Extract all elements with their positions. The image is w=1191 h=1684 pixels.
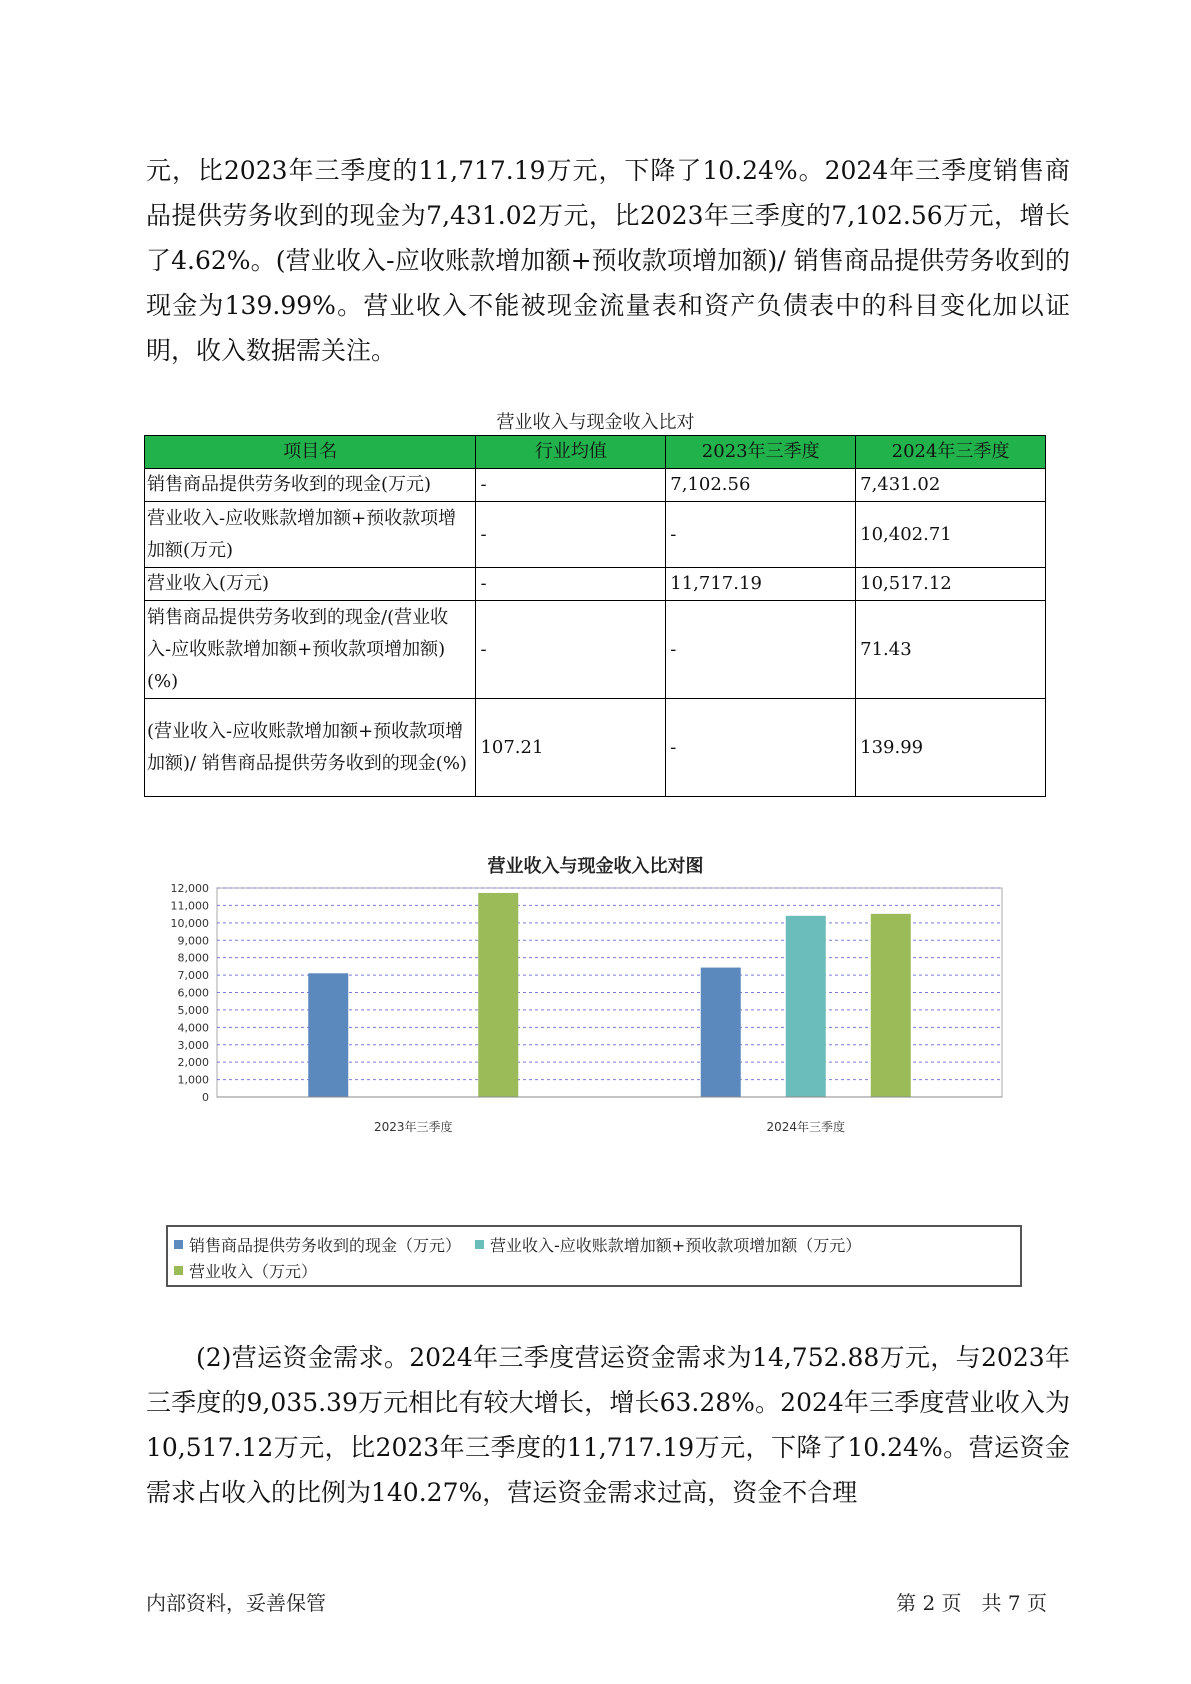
table-cell-name: 营业收入(万元) (145, 568, 476, 601)
table-cell: - (666, 601, 856, 699)
table-cell: - (476, 502, 666, 568)
legend-swatch (174, 1266, 183, 1275)
table-cell-name: (营业收入-应收账款增加额+预收款项增加额)/ 销售商品提供劳务收到的现金(%) (145, 699, 476, 797)
legend-swatch (475, 1240, 484, 1249)
table-cell-name: 销售商品提供劳务收到的现金/(营业收入-应收账款增加额+预收款项增加额)(%) (145, 601, 476, 699)
y-tick-label: 5,000 (177, 1003, 209, 1017)
table-cell: 71.43 (856, 601, 1046, 699)
y-tick-label: 4,000 (177, 1021, 209, 1035)
legend-label: 销售商品提供劳务收到的现金（万元） (189, 1235, 462, 1255)
y-tick-label: 2,000 (177, 1056, 209, 1070)
table-header-cell: 2024年三季度 (856, 436, 1046, 469)
table-header-cell: 项目名 (145, 436, 476, 469)
table-title: 营业收入与现金收入比对 (496, 412, 695, 433)
footer-note: 内部资料，妥善保管 (146, 1591, 326, 1615)
y-tick-label: 7,000 (177, 969, 209, 983)
y-tick-label: 3,000 (177, 1038, 209, 1052)
bar (478, 893, 518, 1097)
legend-swatch (174, 1240, 183, 1249)
table-cell: 10,402.71 (856, 502, 1046, 568)
table-cell: - (476, 601, 666, 699)
table-cell: - (476, 568, 666, 601)
y-tick-label: 8,000 (177, 951, 209, 965)
body-paragraph-2: (2)营运资金需求。2024年三季度营运资金需求为14,752.88万元，与2023年三季度的9,035.39万元相比有较大增长，增长63.28%。2024年三季度营业收入为10,517.12万元，比2023年三季度的11,717.19万元，下降了10.24%。营运资金需求占收入的比例为140.27%，营运资金需求过高，资金不合理 (146, 1343, 1070, 1507)
table-cell: 11,717.19 (666, 568, 856, 601)
bar-chart (140, 880, 1020, 1220)
bar (786, 916, 826, 1097)
table-cell: 7,431.02 (856, 469, 1046, 502)
y-tick-label: 0 (202, 1091, 209, 1104)
table-row (145, 502, 1046, 568)
bar (871, 914, 911, 1097)
table-cell: 7,102.56 (666, 469, 856, 502)
x-tick-label: 2024年三季度 (766, 1120, 846, 1134)
y-tick-label: 1,000 (177, 1073, 209, 1087)
comparison-table (144, 435, 1046, 797)
table-row (145, 601, 1046, 699)
bar (308, 973, 348, 1097)
table-cell: - (666, 699, 856, 797)
table-cell: 10,517.12 (856, 568, 1046, 601)
table-header-cell: 2023年三季度 (666, 436, 856, 469)
table-cell-name: 销售商品提供劳务收到的现金(万元) (145, 469, 476, 502)
legend-item (475, 1231, 861, 1257)
chart-legend (166, 1225, 1022, 1287)
table-row (145, 469, 1046, 502)
y-tick-label: 10,000 (170, 916, 209, 930)
y-tick-label: 11,000 (170, 899, 209, 913)
legend-label: 营业收入（万元） (189, 1261, 318, 1281)
table-header-cell: 行业均值 (476, 436, 666, 469)
y-tick-label: 9,000 (177, 934, 209, 948)
table-row (145, 699, 1046, 797)
table-cell-name: 营业收入-应收账款增加额+预收款项增加额(万元) (145, 502, 476, 568)
table-cell: 107.21 (476, 699, 666, 797)
chart-title: 营业收入与现金收入比对图 (487, 856, 704, 877)
table-header-row (145, 436, 1046, 469)
x-tick-label: 2023年三季度 (373, 1120, 453, 1134)
legend-label: 营业收入-应收账款增加额+预收款项增加额（万元） (490, 1235, 862, 1255)
table-row (145, 568, 1046, 601)
legend-item (174, 1257, 317, 1283)
legend-item (174, 1231, 461, 1257)
table-cell: 139.99 (856, 699, 1046, 797)
y-tick-label: 6,000 (177, 986, 209, 1000)
table-cell: - (666, 502, 856, 568)
table-cell: - (476, 469, 666, 502)
y-tick-label: 12,000 (170, 882, 209, 895)
page-number: 第 2 页 共 7 页 (896, 1591, 1047, 1615)
body-paragraph-1: 元，比2023年三季度的11,717.19万元，下降了10.24%。2024年三季度销售商品提供劳务收到的现金为7,431.02万元，比2023年三季度的7,102.56万元，增长了4.62%。(营业收入-应收账款增加额+预收款项增加额)/ 销售商品提供劳务收到的现金为139.99%。营业收入不能被现金流量表和资产负债表中的科目变化加以证明，收入数据需关注。 (146, 156, 1070, 365)
bar (701, 968, 741, 1097)
